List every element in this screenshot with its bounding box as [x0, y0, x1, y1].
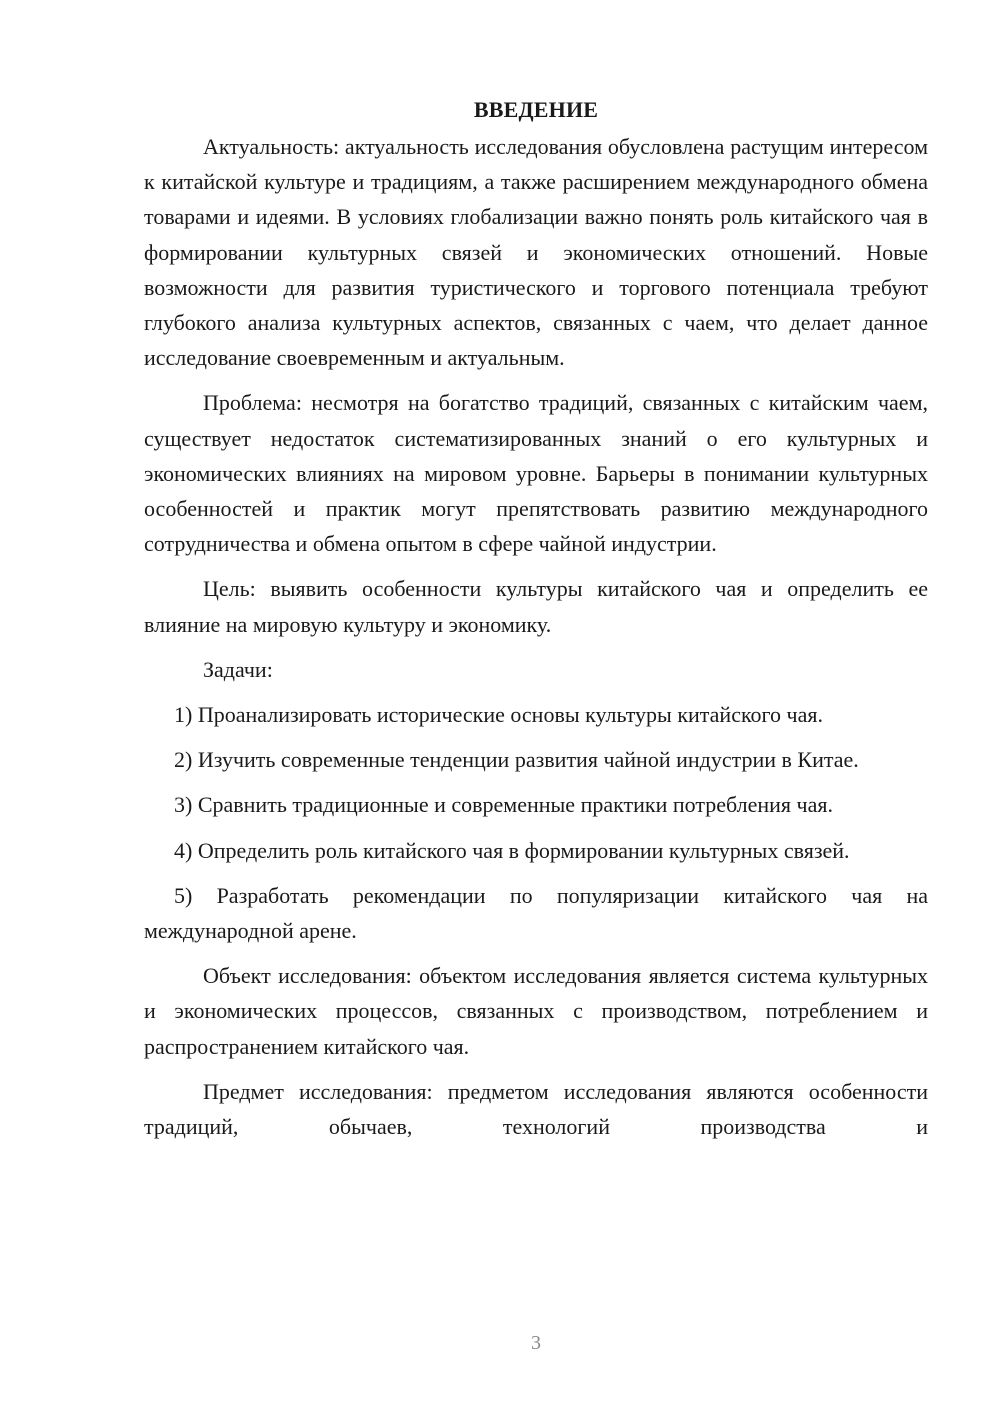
task-item-2: 2) Изучить современные тенденции развития чайной индустрии в Китае. — [174, 747, 859, 773]
task-item-4: 4) Определить роль китайского чая в формировании культурных связей. — [174, 837, 850, 863]
task-item-3: 3) Сравнить традиционные и современные практики потребления чая. — [174, 792, 833, 818]
paragraph-object: Объект исследования: объектом исследования является система культурных и экономических процессов, связанных с производством, потреблением и распространением китайского чая. — [144, 963, 928, 1059]
page-number: 3 — [531, 1332, 541, 1354]
task-item-1: 1) Проанализировать исторические основы культуры китайского чая. — [174, 702, 823, 728]
document-page — [144, 92, 928, 1154]
task-item-5: 5) Разработать рекомендации по популяризации китайского чая на международной арене. — [144, 882, 928, 944]
paragraph-problem: Проблема: несмотря на богатство традиций, связанных с китайским чаем, существует недостаток систематизированных знаний о его культурных и экономических влияниях на мировом уровне. Барьеры в понимании культурных особенностей и практик могут препятствовать развитию международного сотрудничества и обмена опытом в сфере чайной индустрии. — [144, 390, 928, 557]
paragraph-subject: Предмет исследования: предметом исследования являются особенности традиций, обычаев, технологий производства и — [144, 1078, 928, 1140]
section-title: ВВЕДЕНИЕ — [473, 97, 599, 122]
paragraph-relevance: Актуальность: актуальность исследования обусловлена растущим интересом к китайской культуре и традициям, а также расширением международного обмена товарами и идеями. В условиях глобализации важно понять роль китайского чая в формировании культурных связей и экономических отношений. Новые возможности для развития туристического и торгового потенциала требуют глубокого анализа культурных аспектов, связанных с чаем, что делает данное исследование своевременным и актуальным. — [144, 134, 928, 371]
tasks-heading: Задачи: — [203, 656, 273, 682]
paragraph-goal: Цель: выявить особенности культуры китайского чая и определить ее влияние на мировую культуру и экономику. — [144, 576, 928, 637]
